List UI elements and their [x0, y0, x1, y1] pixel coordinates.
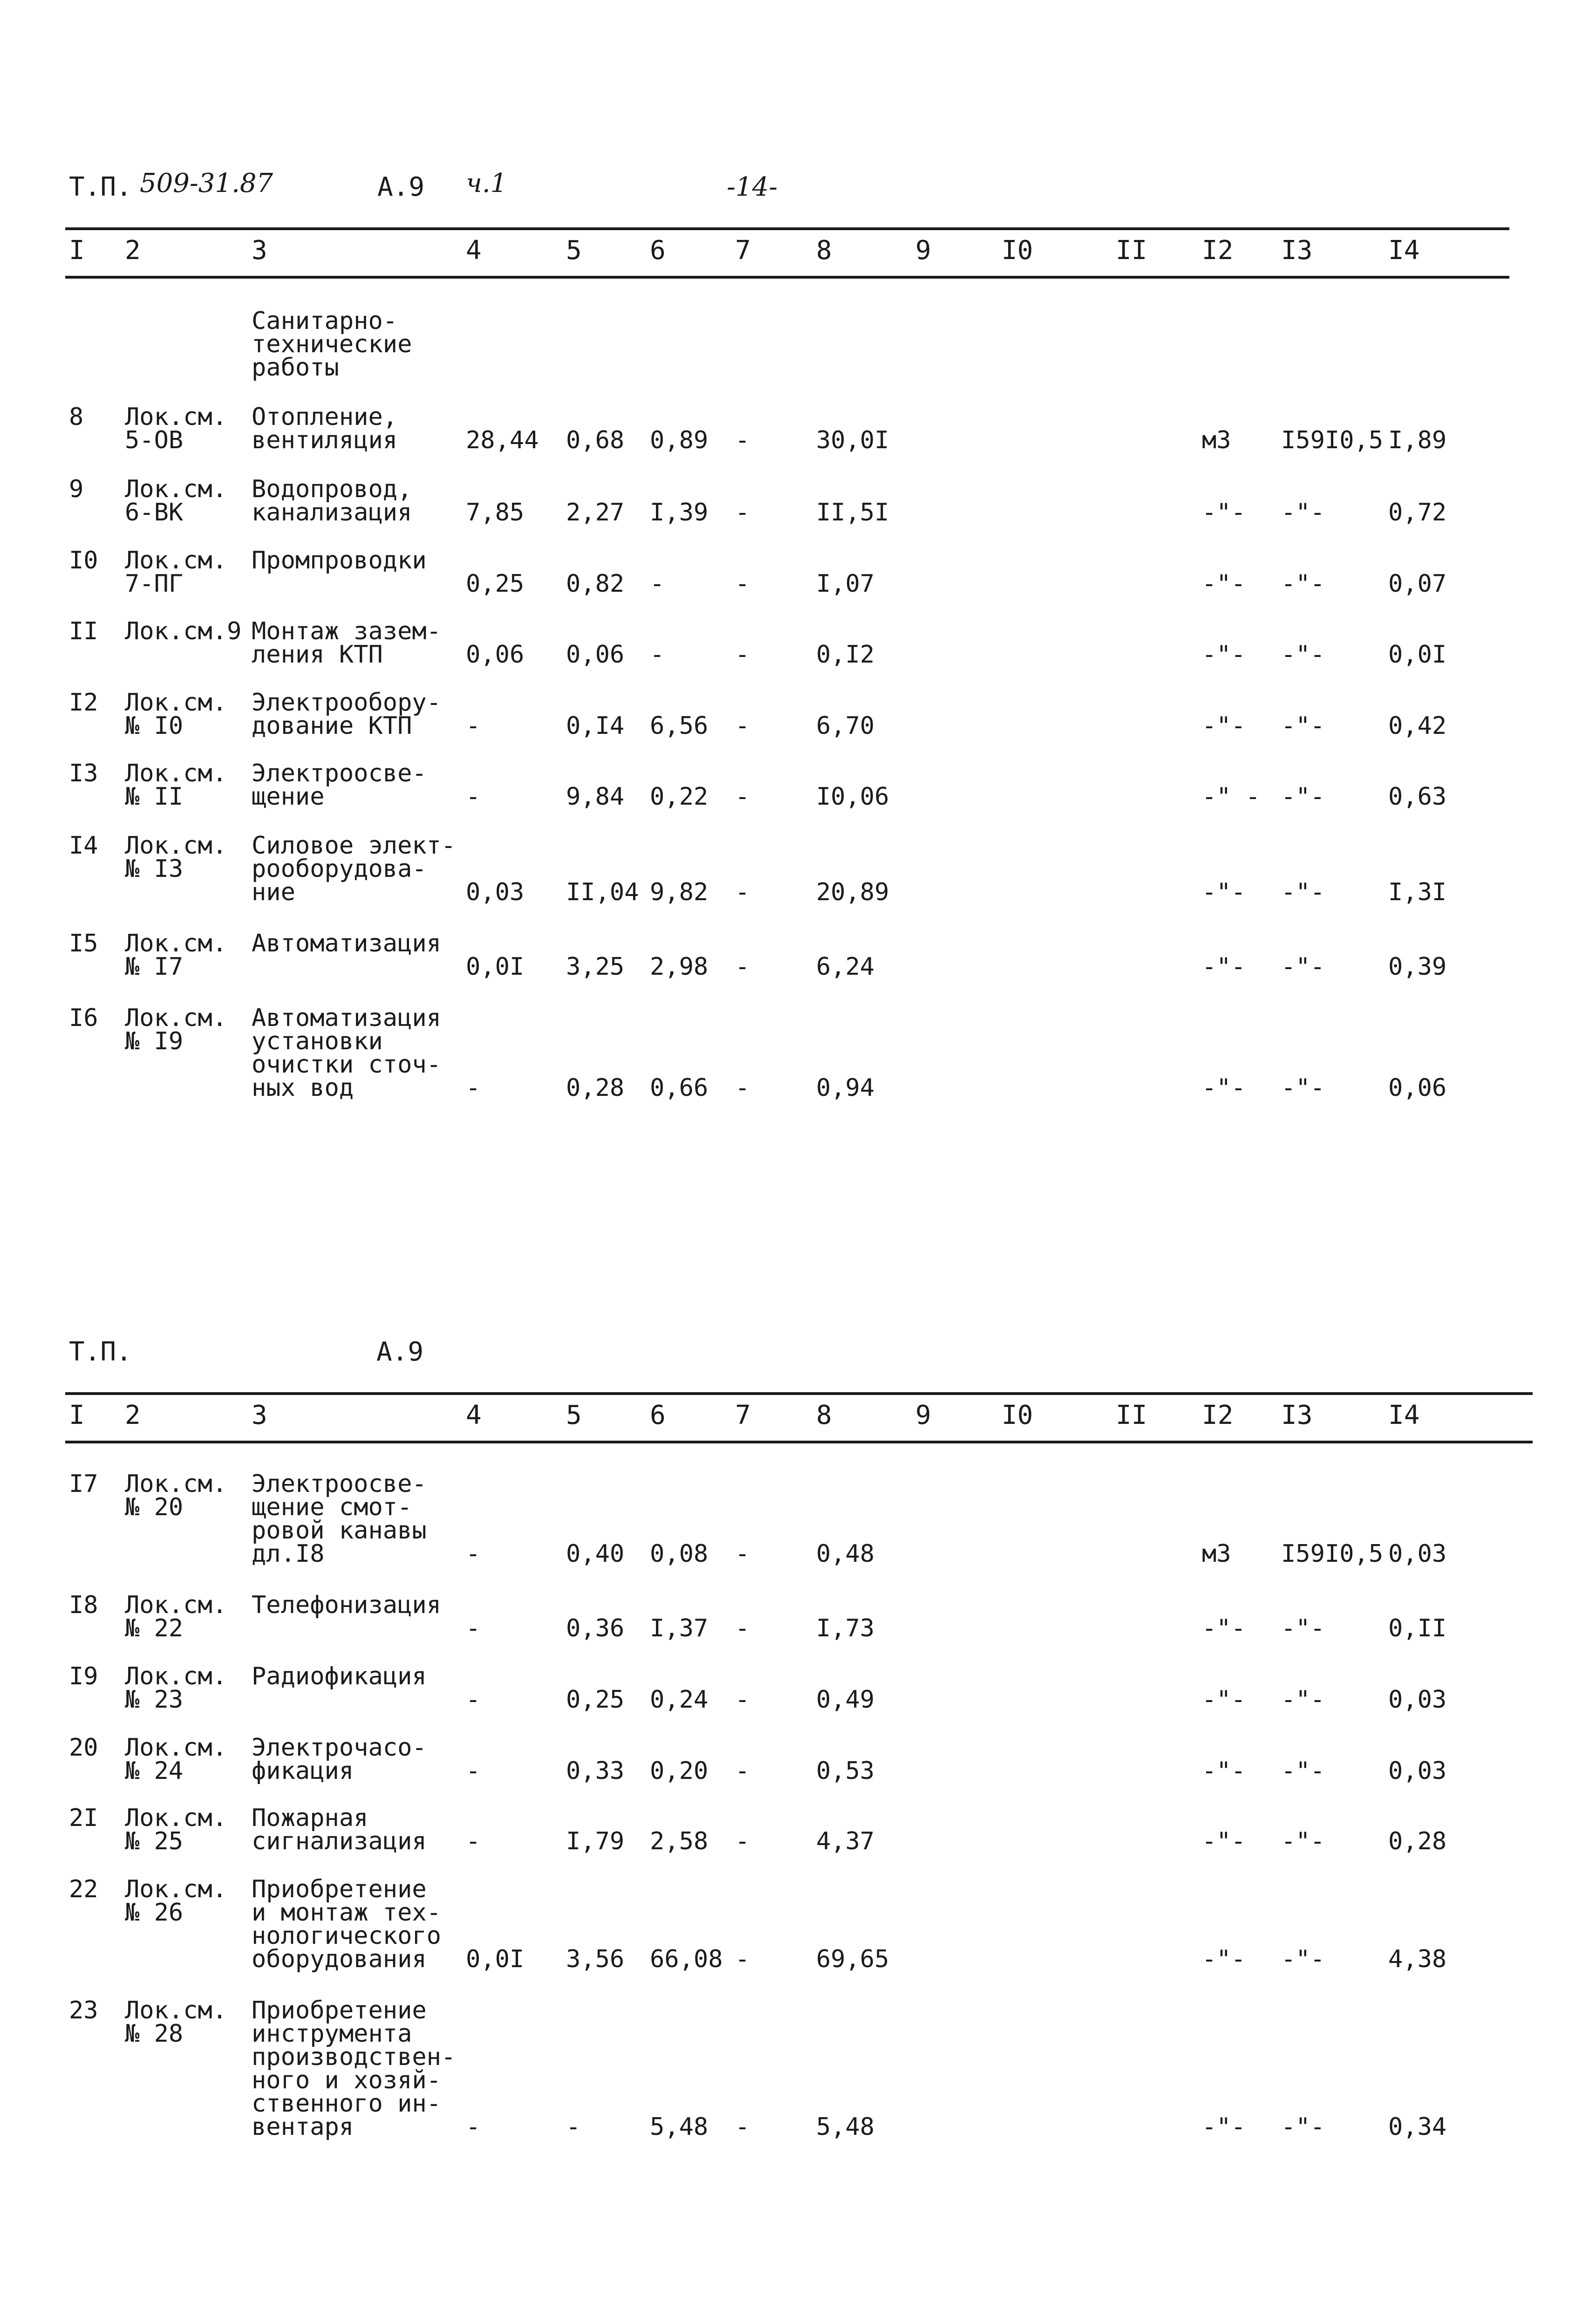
estimate-ref-line: Лок.см.: [125, 689, 227, 717]
unit-col-12: -"-: [1202, 878, 1246, 906]
work-name: [252, 691, 441, 738]
work-name-line: Телефонизация: [252, 1591, 441, 1619]
value-col-5: 0,06: [566, 641, 625, 669]
value-col-4: -: [466, 1074, 481, 1102]
work-name-line: Приобретение: [252, 1996, 427, 2024]
value-col-7: -: [735, 1686, 750, 1714]
work-name: [252, 932, 441, 955]
value-col-6: I,39: [650, 499, 709, 526]
value-col-8: 0,53: [816, 1757, 875, 1785]
value-col-14: 0,63: [1388, 783, 1447, 811]
page-number: -14-: [727, 172, 778, 202]
unit-col-12: -" -: [1202, 783, 1261, 811]
value-col-14: 4,38: [1388, 1945, 1447, 1973]
work-name-line: сигнализация: [252, 1827, 427, 1855]
album-label: А.9: [377, 172, 425, 202]
estimate-ref-line: № 23: [125, 1686, 184, 1714]
work-name-line: Приобретение: [252, 1875, 427, 1903]
section-title: [252, 307, 412, 382]
work-name: [252, 1006, 441, 1100]
value-col-14: 0,28: [1388, 1827, 1447, 1855]
column-number: 6: [650, 1400, 666, 1430]
estimate-ref-line: № 24: [125, 1757, 184, 1785]
value-col-6: 2,58: [650, 1827, 709, 1855]
value-col-6: 0,22: [650, 783, 709, 811]
estimate-ref: [125, 617, 242, 645]
estimate-ref-line: Лок.см.: [125, 1662, 227, 1690]
column-number: 6: [650, 235, 666, 266]
value-col-7: -: [735, 878, 750, 906]
unit-col-12: -"-: [1202, 2113, 1246, 2141]
row-number: 8: [69, 403, 84, 431]
value-col-8: 4,37: [816, 1827, 875, 1855]
value-col-14: 0,07: [1388, 570, 1447, 598]
value-col-4: 0,06: [466, 641, 525, 669]
estimate-ref-line: 7-ПГ: [125, 570, 184, 598]
estimate-ref-line: № I9: [125, 1027, 184, 1055]
value-col-4: -: [466, 783, 481, 811]
row-number: I5: [69, 930, 98, 957]
work-name-line: Монтаж зазем-: [252, 617, 441, 645]
work-name-line: оборудования: [252, 1945, 427, 1973]
work-name: [252, 405, 397, 452]
column-number: I3: [1281, 235, 1313, 266]
value-col-14: 0,II: [1388, 1614, 1447, 1642]
value-col-5: 0,40: [566, 1540, 625, 1568]
work-name: [252, 759, 427, 811]
column-number: II: [1116, 235, 1147, 266]
value-col-6: 0,24: [650, 1686, 709, 1714]
unit-col-12: -"-: [1202, 1757, 1246, 1785]
value-col-6: 5,48: [650, 2113, 709, 2141]
estimate-ref: [125, 1472, 227, 1519]
estimate-ref-line: № 20: [125, 1493, 184, 1521]
column-number: 9: [915, 235, 931, 266]
section-title-line: технические: [252, 330, 412, 358]
column-number: I3: [1281, 1400, 1313, 1430]
value-col-4: 0,0I: [466, 1945, 525, 1973]
value-col-14: 0,0I: [1388, 641, 1447, 669]
work-name-line: ние: [252, 878, 295, 906]
estimate-ref: [125, 475, 227, 526]
value-col-4: -: [466, 1614, 481, 1642]
unit-col-12: -"-: [1202, 499, 1246, 526]
value-col-6: -: [650, 570, 665, 598]
value-col-6: 2,98: [650, 953, 709, 981]
column-number: I2: [1202, 235, 1234, 266]
estimate-ref-line: Лок.см.: [125, 1996, 227, 2024]
estimate-ref-line: Лок.см.: [125, 1004, 227, 1032]
row-number: I0: [69, 547, 98, 574]
column-number: I4: [1388, 235, 1420, 266]
header-rule-top: [65, 227, 1509, 230]
work-name-line: Электроосве-: [252, 1470, 427, 1498]
value-col-5: 0,36: [566, 1614, 625, 1642]
column-number: I: [69, 235, 85, 266]
work-name-line: дл.I8: [252, 1540, 325, 1568]
work-name-line: ления КТП: [252, 641, 383, 669]
value-col-14: 0,03: [1388, 1686, 1447, 1714]
estimate-ref-line: Лок.см.9: [125, 617, 242, 645]
work-name-line: щение: [252, 783, 325, 811]
value-col-8: 0,94: [816, 1074, 875, 1102]
column-number: 2: [125, 1400, 141, 1430]
value-col-8: II,5I: [816, 499, 889, 526]
value-col-5: 3,25: [566, 953, 625, 981]
work-name: [252, 834, 456, 904]
value-col-14: 0,39: [1388, 953, 1447, 981]
unit-col-12: -"-: [1202, 1827, 1246, 1855]
work-name-line: Электрочасо-: [252, 1734, 427, 1762]
estimate-ref-line: № 25: [125, 1827, 184, 1855]
column-number: 8: [816, 1400, 832, 1430]
work-name-line: Водопровод,: [252, 475, 412, 503]
row-number: 22: [69, 1875, 98, 1903]
value-col-6: 0,66: [650, 1074, 709, 1102]
value-col-7: -: [735, 1827, 750, 1855]
column-number: I: [69, 1400, 85, 1430]
value-col-5: 0,25: [566, 1686, 625, 1714]
value-col-5: 3,56: [566, 1945, 625, 1973]
work-name-line: ных вод: [252, 1074, 354, 1102]
work-name: [252, 1472, 427, 1566]
quantity-col-13: -"-: [1281, 1686, 1325, 1714]
quantity-col-13: -"-: [1281, 953, 1325, 981]
work-name: [252, 1662, 427, 1690]
value-col-6: 6,56: [650, 712, 709, 740]
work-name-line: Электроосве-: [252, 759, 427, 787]
value-col-14: 0,34: [1388, 2113, 1447, 2141]
column-number: 7: [735, 1400, 751, 1430]
value-col-8: I,73: [816, 1614, 875, 1642]
value-col-5: II,04: [566, 878, 639, 906]
quantity-col-13: -"-: [1281, 1074, 1325, 1102]
value-col-7: -: [735, 641, 750, 669]
column-number: I0: [1002, 1400, 1033, 1430]
estimate-ref: [125, 1875, 227, 1927]
work-name-line: Отопление,: [252, 403, 398, 431]
value-col-7: -: [735, 1757, 750, 1785]
estimate-ref-line: № 26: [125, 1899, 184, 1927]
quantity-col-13: -"-: [1281, 1614, 1325, 1642]
value-col-14: 0,03: [1388, 1540, 1447, 1568]
value-col-7: -: [735, 783, 750, 811]
value-col-6: 0,20: [650, 1757, 709, 1785]
value-col-6: 66,08: [650, 1945, 723, 1973]
quantity-col-13: -"-: [1281, 641, 1325, 669]
row-number: 2I: [69, 1804, 98, 1832]
column-number: 8: [816, 235, 832, 266]
value-col-14: I,89: [1388, 426, 1447, 454]
row-number: II: [69, 617, 98, 645]
value-col-4: 0,0I: [466, 953, 525, 981]
row-number: I6: [69, 1004, 98, 1032]
header-rule-top: [65, 1392, 1533, 1395]
value-col-8: I0,06: [816, 783, 889, 811]
value-col-5: 2,27: [566, 499, 625, 526]
unit-col-12: -"-: [1202, 1945, 1246, 1973]
value-col-7: -: [735, 2113, 750, 2141]
work-name-line: щение смот-: [252, 1493, 412, 1521]
unit-col-12: -"-: [1202, 1614, 1246, 1642]
work-name-line: Пожарная: [252, 1804, 368, 1832]
row-number: I2: [69, 689, 98, 717]
value-col-4: 0,03: [466, 878, 525, 906]
work-name-line: канализация: [252, 499, 412, 526]
estimate-ref-line: № 28: [125, 2020, 184, 2048]
value-col-7: -: [735, 1945, 750, 1973]
column-number: II: [1116, 1400, 1147, 1430]
quantity-col-13: -"-: [1281, 878, 1325, 906]
quantity-col-13: -"-: [1281, 1757, 1325, 1785]
work-name-line: очистки сточ-: [252, 1051, 441, 1079]
estimate-ref-line: Лок.см.: [125, 547, 227, 574]
quantity-col-13: -"-: [1281, 712, 1325, 740]
work-name: [252, 1996, 456, 2141]
value-col-7: -: [735, 1540, 750, 1568]
value-col-7: -: [735, 426, 750, 454]
unit-col-12: -"-: [1202, 570, 1246, 598]
work-name: [252, 617, 441, 669]
estimate-ref-line: Лок.см.: [125, 475, 227, 503]
work-name: [252, 1875, 441, 1973]
doc-number-handwritten: 509-31.87: [140, 168, 273, 198]
value-col-5: 0,I4: [566, 712, 625, 740]
unit-col-12: м3: [1202, 1540, 1231, 1568]
estimate-ref: [125, 1593, 227, 1640]
quantity-col-13: -"-: [1281, 499, 1325, 526]
estimate-ref: [125, 1996, 227, 2048]
value-col-4: -: [466, 2113, 481, 2141]
estimate-ref: [125, 1006, 227, 1053]
quantity-col-13: -"-: [1281, 570, 1325, 598]
row-number: 9: [69, 475, 84, 503]
value-col-4: 28,44: [466, 426, 539, 454]
estimate-ref-line: № I7: [125, 953, 184, 981]
work-name: [252, 549, 427, 572]
value-col-8: 30,0I: [816, 426, 889, 454]
work-name: [252, 475, 412, 526]
column-number: 7: [735, 235, 751, 266]
unit-col-12: -"-: [1202, 1686, 1246, 1714]
value-col-14: 0,72: [1388, 499, 1447, 526]
column-number: 5: [566, 235, 582, 266]
value-col-8: 5,48: [816, 2113, 875, 2141]
estimate-ref-line: Лок.см.: [125, 1470, 227, 1498]
estimate-ref: [125, 691, 227, 738]
work-name-line: Электрообору-: [252, 689, 441, 717]
value-col-7: -: [735, 1614, 750, 1642]
estimate-ref-line: Лок.см.: [125, 1875, 227, 1903]
estimate-ref-line: Лок.см.: [125, 1591, 227, 1619]
column-number: 4: [466, 235, 482, 266]
row-number: I7: [69, 1470, 98, 1498]
value-col-7: -: [735, 570, 750, 598]
quantity-col-13: -"-: [1281, 783, 1325, 811]
value-col-8: 6,24: [816, 953, 875, 981]
row-number: 23: [69, 1996, 98, 2024]
work-name-line: Радиофикация: [252, 1662, 427, 1690]
value-col-6: -: [650, 641, 665, 669]
value-col-4: 7,85: [466, 499, 525, 526]
value-col-6: 0,89: [650, 426, 709, 454]
estimate-ref-line: 5-ОВ: [125, 426, 184, 454]
quantity-col-13: -"-: [1281, 1827, 1325, 1855]
value-col-8: I,07: [816, 570, 875, 598]
value-col-6: I,37: [650, 1614, 709, 1642]
estimate-ref: [125, 1662, 227, 1714]
estimate-ref: [125, 834, 227, 881]
part-handwritten: ч.1: [466, 168, 507, 198]
row-number: I3: [69, 759, 98, 787]
work-name-line: Промпроводки: [252, 547, 427, 574]
estimate-ref-line: Лок.см.: [125, 930, 227, 957]
section-title-line: работы: [252, 354, 339, 382]
value-col-4: -: [466, 1757, 481, 1785]
row-number: 20: [69, 1734, 98, 1762]
value-col-14: 0,06: [1388, 1074, 1447, 1102]
work-name-line: нологического: [252, 1922, 441, 1950]
row-number: I8: [69, 1591, 98, 1619]
column-number: I4: [1388, 1400, 1420, 1430]
unit-col-12: -"-: [1202, 1074, 1246, 1102]
estimate-ref: [125, 547, 227, 598]
estimate-ref-line: 6-ВК: [125, 499, 184, 526]
unit-col-12: -"-: [1202, 953, 1246, 981]
work-name-line: рооборудова-: [252, 855, 427, 883]
estimate-ref: [125, 759, 227, 811]
quantity-col-13: I59I0,5: [1281, 1540, 1384, 1568]
work-name-line: Силовое элект-: [252, 832, 456, 860]
value-col-8: 6,70: [816, 712, 875, 740]
column-number: 3: [252, 1400, 267, 1430]
column-number: 9: [915, 1400, 931, 1430]
estimate-ref-line: № I3: [125, 855, 184, 883]
doc-code: Т.П.: [69, 1337, 132, 1367]
column-number: 5: [566, 1400, 582, 1430]
value-col-4: -: [466, 1686, 481, 1714]
estimate-ref: [125, 930, 227, 981]
value-col-8: 0,I2: [816, 641, 875, 669]
estimate-ref-line: № I0: [125, 712, 184, 740]
value-col-5: 0,33: [566, 1757, 625, 1785]
value-col-8: 0,48: [816, 1540, 875, 1568]
value-col-4: -: [466, 1827, 481, 1855]
column-number: 3: [252, 235, 267, 266]
column-number: I0: [1002, 235, 1033, 266]
work-name-line: производствен-: [252, 2043, 456, 2071]
column-number: I2: [1202, 1400, 1234, 1430]
value-col-5: -: [566, 2113, 581, 2141]
value-col-8: 0,49: [816, 1686, 875, 1714]
work-name-line: Автоматизация: [252, 930, 441, 957]
work-name-line: ровой канавы: [252, 1517, 427, 1545]
header-rule-bottom: [65, 276, 1509, 279]
work-name-line: вентаря: [252, 2113, 354, 2141]
value-col-8: 69,65: [816, 1945, 889, 1973]
value-col-7: -: [735, 499, 750, 526]
estimate-ref-line: Лок.см.: [125, 1804, 227, 1832]
section-title-line: Санитарно-: [252, 307, 398, 335]
value-col-4: -: [466, 712, 481, 740]
value-col-7: -: [735, 953, 750, 981]
column-number: 2: [125, 235, 141, 266]
work-name-line: ного и хозяй-: [252, 2066, 441, 2094]
quantity-col-13: I59I0,5: [1281, 426, 1384, 454]
value-col-5: 0,82: [566, 570, 625, 598]
value-col-14: I,3I: [1388, 878, 1447, 906]
work-name-line: фикация: [252, 1757, 354, 1785]
work-name-line: ственного ин-: [252, 2090, 441, 2118]
value-col-5: 0,28: [566, 1074, 625, 1102]
work-name: [252, 1593, 441, 1617]
album-label: А.9: [376, 1337, 424, 1367]
doc-code: Т.П.: [69, 172, 132, 202]
estimate-ref-line: № II: [125, 783, 184, 811]
estimate-ref-line: Лок.см.: [125, 759, 227, 787]
estimate-ref: [125, 1736, 227, 1783]
work-name-line: дование КТП: [252, 712, 412, 740]
unit-col-12: м3: [1202, 426, 1231, 454]
work-name: [252, 1736, 427, 1783]
unit-col-12: -"-: [1202, 641, 1246, 669]
quantity-col-13: -"-: [1281, 1945, 1325, 1973]
value-col-5: 9,84: [566, 783, 625, 811]
value-col-14: 0,03: [1388, 1757, 1447, 1785]
value-col-8: 20,89: [816, 878, 889, 906]
work-name-line: и монтаж тех-: [252, 1899, 441, 1927]
work-name-line: Автоматизация: [252, 1004, 441, 1032]
estimate-ref-line: Лок.см.: [125, 403, 227, 431]
unit-col-12: -"-: [1202, 712, 1246, 740]
value-col-7: -: [735, 1074, 750, 1102]
work-name-line: вентиляция: [252, 426, 398, 454]
value-col-5: I,79: [566, 1827, 625, 1855]
estimate-ref-line: Лок.см.: [125, 832, 227, 860]
value-col-6: 0,08: [650, 1540, 709, 1568]
value-col-5: 0,68: [566, 426, 625, 454]
work-name-line: установки: [252, 1027, 383, 1055]
quantity-col-13: -"-: [1281, 2113, 1325, 2141]
work-name: [252, 1806, 427, 1853]
work-name-line: инструмента: [252, 2020, 412, 2048]
column-number: 4: [466, 1400, 482, 1430]
estimate-ref-line: № 22: [125, 1614, 184, 1642]
estimate-ref: [125, 405, 227, 452]
value-col-4: -: [466, 1540, 481, 1568]
row-number: I9: [69, 1662, 98, 1690]
value-col-14: 0,42: [1388, 712, 1447, 740]
value-col-7: -: [735, 712, 750, 740]
estimate-ref-line: Лок.см.: [125, 1734, 227, 1762]
row-number: I4: [69, 832, 98, 860]
value-col-6: 9,82: [650, 878, 709, 906]
header-rule-bottom: [65, 1441, 1533, 1443]
estimate-ref: [125, 1806, 227, 1853]
value-col-4: 0,25: [466, 570, 525, 598]
